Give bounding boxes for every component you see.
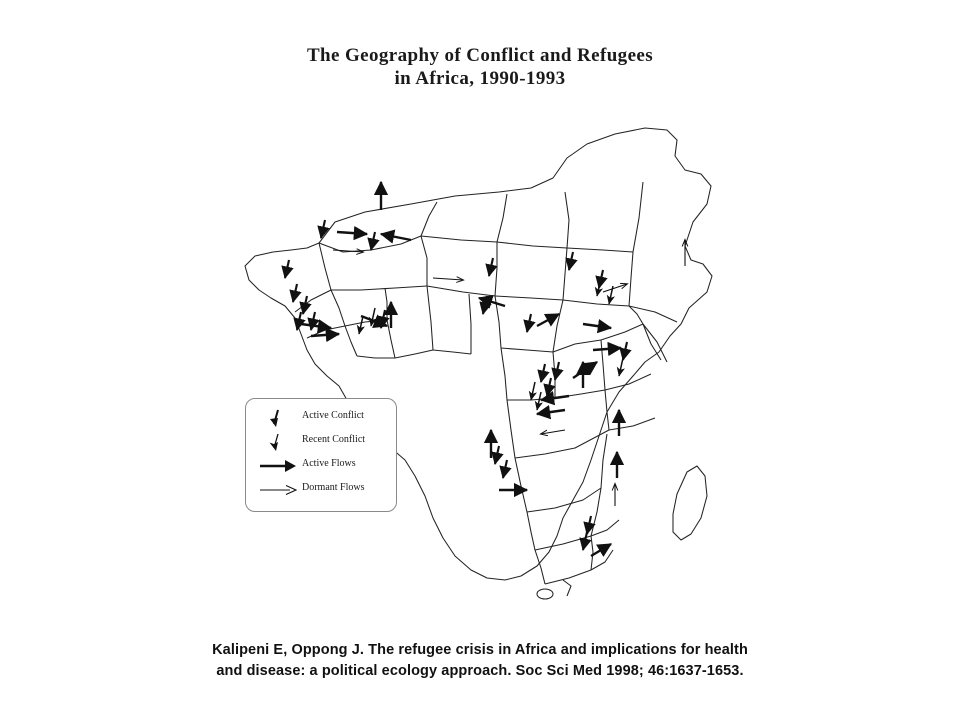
source-caption <box>0 640 960 682</box>
legend-label-recent-conflict: Recent Conflict <box>302 434 366 445</box>
filled-arrow-down-icon <box>256 407 298 429</box>
map-legend <box>245 398 397 512</box>
solid-arrow-right-icon <box>256 455 298 477</box>
title-line-1: The Geography of Conflict and Refugees <box>306 45 654 66</box>
page-title <box>0 44 960 90</box>
thin-arrow-right-icon <box>256 479 298 501</box>
open-arrow-down-icon <box>256 431 298 453</box>
legend-item-active-flows <box>254 455 392 477</box>
caption-line-1: Kalipeni E, Oppong J. The refugee crisis in Africa and implications for health <box>212 642 748 658</box>
legend-item-active-conflict <box>254 407 392 429</box>
map-country-outlines <box>245 128 712 599</box>
madagascar-outline <box>673 466 707 540</box>
legend-label-active-conflict: Active Conflict <box>302 410 364 421</box>
legend-item-recent-conflict <box>254 431 392 453</box>
legend-label-dormant-flows: Dormant Flows <box>302 482 365 493</box>
title-line-2: in Africa, 1990-1993 <box>394 68 566 89</box>
caption-line-2: and disease: a political ecology approach. Soc Sci Med 1998; 46:1637-1653. <box>216 663 744 679</box>
legend-item-dormant-flows <box>254 479 392 501</box>
africa-map-figure <box>215 100 745 620</box>
legend-label-active-flows: Active Flows <box>302 458 356 469</box>
